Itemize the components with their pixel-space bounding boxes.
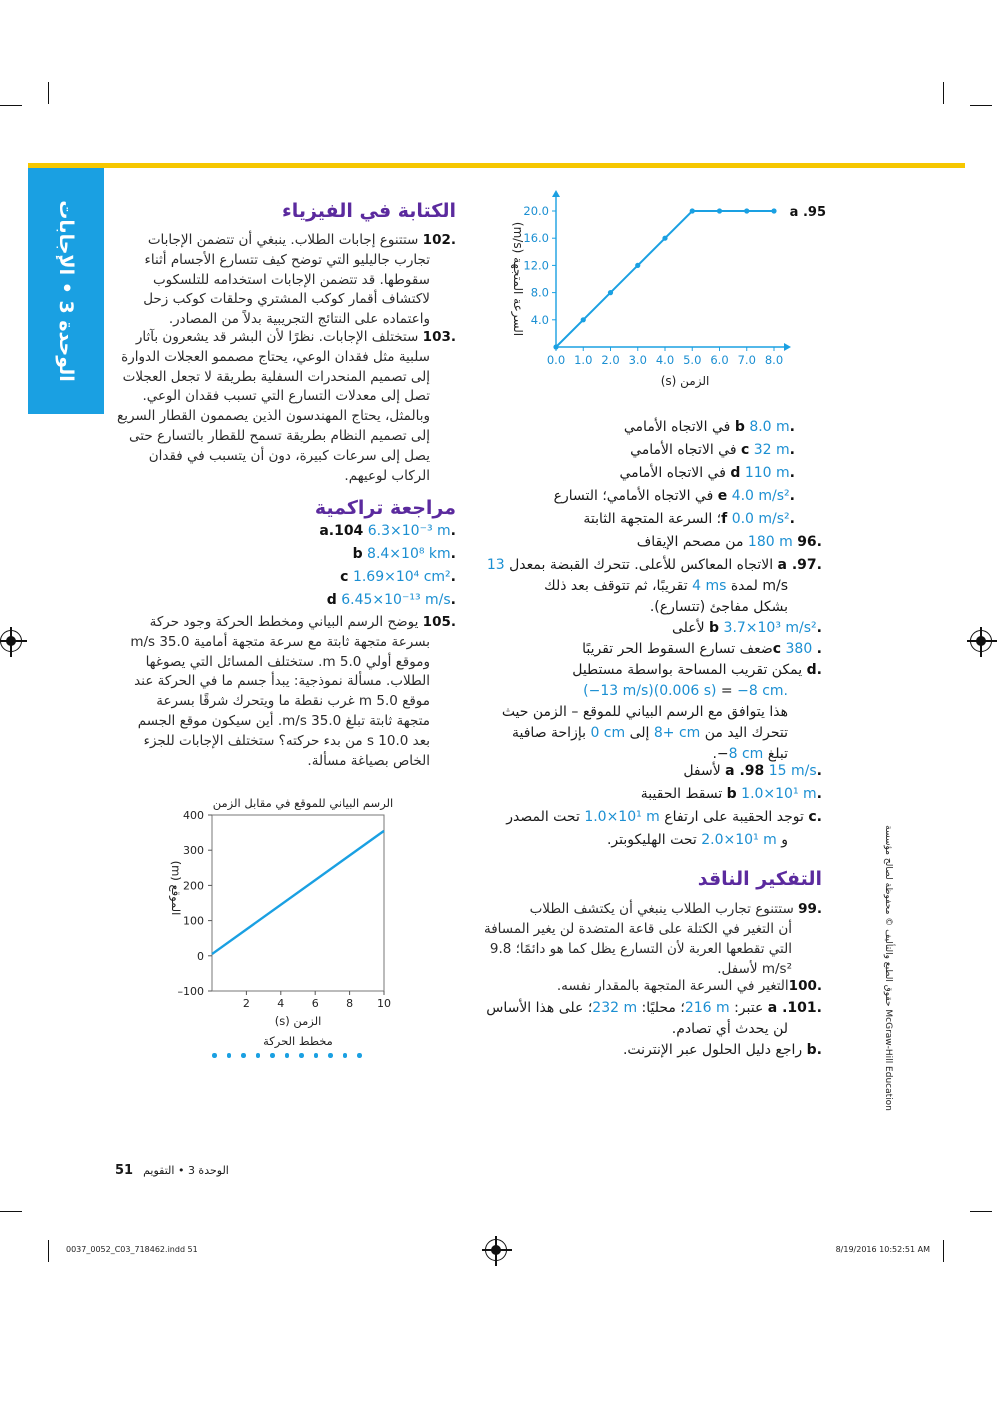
- answer-101: [480, 998, 822, 1061]
- paragraph-line: [110, 271, 456, 291]
- item-label: .c: [741, 442, 795, 458]
- velocity-time-chart: [500, 190, 826, 400]
- crop-mark: [970, 105, 992, 106]
- footer-unit-text: الوحدة 3 • التقويم: [143, 1164, 229, 1177]
- data-point: [581, 317, 586, 322]
- answer-item: [200, 589, 456, 612]
- question-number: .99: [798, 901, 822, 917]
- line-text: 3.7×10³ m/s² لأعلى: [671, 620, 817, 636]
- item-value: 6.3×10⁻³ m: [367, 523, 451, 539]
- line-text: لاكتشاف أقمار كوكب المشتري وحلقات كوكب زحل: [143, 291, 430, 308]
- paragraph-line: [110, 467, 456, 487]
- motion-dot: [227, 1053, 232, 1058]
- paragraph-line: [110, 692, 456, 712]
- y-tick-label: 100: [183, 914, 204, 928]
- item-label: .96: [797, 534, 822, 550]
- line-text: ستتنوع إجابات الطلاب. ينبغي أن تتضمن الإجابات: [147, 232, 419, 248]
- y-tick-label: 8.0: [530, 285, 549, 300]
- question-number: .103: [422, 329, 456, 345]
- answer-line: [480, 783, 822, 806]
- line-text: الركاب لوعيهم.: [344, 467, 430, 484]
- line-text: متجهة ثابتة تبلغ 35.0 m/s. أين سيكون موقع الجسم: [137, 712, 430, 729]
- line-text: بسرعة متجهة ثابتة مع سرعة متجهة أمامية 35.0 m/s: [130, 633, 430, 650]
- answer-line: [480, 760, 822, 783]
- line-text: الطلاب. مسألة نموذجية: يبدأ جسم ما في الحركة عند: [134, 673, 430, 690]
- answer-line: [480, 576, 822, 597]
- line-text: و 2.0×10¹ m تحت الهليكوبتر.: [606, 832, 788, 848]
- paragraph-line: [110, 407, 456, 427]
- question-number: .105: [422, 614, 456, 630]
- x-axis-label: الزمن (s): [660, 374, 710, 388]
- line-text: إلى تصميم النظام بطريقة تسمح للقطار بالتسارع حتى: [129, 427, 430, 444]
- registration-mark-icon: [970, 630, 992, 652]
- line-text: 8.0 m في الاتجاه الأمامي: [623, 419, 790, 435]
- item-label: .e: [717, 488, 795, 504]
- plot-frame: [212, 815, 384, 991]
- chart-title: الرسم البياني للموقع في مقابل الزمن: [212, 796, 394, 810]
- paragraph-line: [110, 752, 456, 772]
- x-tick-label: 2.0: [601, 353, 620, 367]
- line-text: التغير في السرعة المتجهة بالمقدار نفسه.: [556, 978, 789, 994]
- line-text: التي تقطعها العربة لأن التسارع يظل كما هو دائمًا؛ 9.8: [489, 941, 792, 957]
- answer-line: [480, 416, 795, 439]
- data-point: [553, 344, 558, 349]
- registration-mark-icon: [0, 630, 22, 652]
- motion-dot: [270, 1053, 275, 1058]
- line-text: الخاص بصياغة مسألة.: [307, 752, 430, 769]
- motion-diagram-dots: [212, 1053, 362, 1058]
- data-point: [744, 208, 749, 213]
- question-number: .100: [788, 978, 822, 994]
- paragraph-line: [110, 290, 456, 310]
- line-text: عتبر: 216 m؛ محليًا: 232 m؛ على هذا الأساس: [486, 1000, 764, 1016]
- question-label: a .95: [789, 205, 826, 220]
- position-series-line: [212, 831, 384, 954]
- line-text: 180 m من مصحم الإيقاف: [636, 534, 793, 550]
- item-label: .b: [709, 620, 822, 636]
- line-text: موقع 5.0 m غرب نقطة ما ويتحرك شرقًا بسرعة: [156, 693, 430, 710]
- motion-dot: [256, 1053, 261, 1058]
- item-value: 1.69×10⁴ cm²: [352, 569, 451, 585]
- answer-104: [200, 520, 456, 612]
- crop-mark: [970, 1211, 992, 1212]
- item-label: .c: [772, 641, 822, 657]
- line-text: تبلغ 8 cm−.: [712, 746, 788, 762]
- header-rule: [28, 163, 965, 168]
- paragraph-line: [110, 653, 456, 673]
- y-axis-label: الموقع (m): [169, 860, 183, 916]
- paragraph-line: [110, 613, 456, 633]
- line-text: وموقع أولي 5.0 m. ستختلف المسائل التي يصوغها: [145, 653, 430, 670]
- item-label: .a .98: [725, 763, 822, 779]
- answer-line: [480, 597, 822, 618]
- crop-mark: [0, 105, 22, 106]
- line-text: 4.0 m/s² في الاتجاه الأمامي؛ التسارع: [553, 488, 790, 504]
- paragraph-line: [110, 368, 456, 388]
- answer-103: [110, 328, 456, 486]
- answer-line: [480, 702, 822, 723]
- y-tick-label: 16.0: [523, 231, 549, 246]
- line-text: سقوطها. قد تتضمن الإجابات استخدامه للتلسكوب: [152, 271, 430, 288]
- line-text: 32 m في الاتجاه الأمامي: [630, 442, 790, 458]
- cumulative-review-heading: مراجعة تراكمية: [314, 497, 456, 519]
- writing-heading: الكتابة في الفيزياء: [281, 200, 456, 222]
- paragraph-line: [110, 732, 456, 752]
- crop-mark: [943, 1240, 944, 1262]
- print-slug-timestamp: 8/19/2016 10:52:51 AM: [835, 1245, 930, 1254]
- item-label: .c: [340, 569, 456, 585]
- line-text: 110 m في الاتجاه الأمامي: [619, 465, 790, 481]
- answer-line: [480, 508, 795, 531]
- y-tick-label: 12.0: [523, 258, 549, 273]
- answer-line: [480, 681, 822, 702]
- item-label: .d: [806, 662, 822, 678]
- answer-item: [200, 520, 456, 543]
- line-text: 380 ضعف تسارع السقوط الحر تقريبًا: [582, 641, 817, 657]
- y-tick-label: 4.0: [530, 312, 549, 327]
- line-text: تتحرك اليد من 8+ cm إلى 0 cm بإزاحة صافية: [512, 725, 788, 741]
- line-text: ستتنوع تجارب الطلاب ينبغي أن يكتشف الطلاب: [529, 901, 794, 917]
- line-text: الاتجاه المعاكس للأعلى. تتحرك القبضة بمعدل 13: [486, 557, 774, 573]
- x-tick-label: 8: [346, 997, 354, 1010]
- x-tick-label: 6.0: [710, 353, 729, 367]
- x-tick-label: 6: [311, 997, 319, 1010]
- x-tick-label: 3.0: [628, 353, 647, 367]
- crop-mark: [48, 82, 49, 104]
- answer-line: [480, 806, 822, 829]
- item-value: 6.45×10⁻¹³ m/s: [341, 592, 451, 608]
- line-text: يوضح الرسم البياني ومخطط الحركة وجود حركة: [149, 614, 419, 630]
- line-text: لن يحدث أي تصادم.: [671, 1021, 788, 1037]
- line-text: 1.0×10¹ m تسقط الحقيبة: [640, 786, 817, 802]
- answer-line: [480, 618, 822, 639]
- item-label: .d: [730, 465, 795, 481]
- answer-95-parts: [480, 416, 795, 531]
- line-text: وبالمثل، يحتاج المهندسون الذين يصممون القطار السريع: [117, 408, 430, 425]
- line-text: هذا يتوافق مع الرسم البياني للموقع – الزمن حيث: [501, 704, 788, 720]
- data-point: [717, 208, 722, 213]
- y-tick-label: –100: [177, 985, 204, 998]
- motion-dot: [212, 1053, 217, 1058]
- answer-line: [480, 723, 822, 744]
- paragraph-line: [110, 231, 456, 251]
- line-text: يمكن تقريب المساحة بواسطة مستطيل: [572, 662, 803, 678]
- position-time-chart: [150, 790, 410, 1048]
- x-tick-label: 8.0: [764, 353, 784, 367]
- y-tick-label: 200: [183, 879, 204, 893]
- answer-line: [480, 485, 795, 508]
- paragraph-line: [110, 447, 456, 467]
- paragraph-line: [110, 251, 456, 271]
- item-label: .d: [326, 592, 456, 608]
- x-tick-label: 10: [377, 997, 391, 1010]
- answer-line: [480, 462, 795, 485]
- answer-98: [480, 760, 822, 852]
- paragraph-line: [110, 310, 456, 330]
- copyright-vertical: حقوق الطبع والتأليف © محفوظة لصالح مؤسسة McGraw-Hill Education: [883, 825, 893, 1111]
- paragraph-line: [480, 939, 822, 959]
- x-tick-label: 7.0: [737, 353, 756, 367]
- answer-line: [480, 998, 822, 1019]
- x-tick-label: 1.0: [574, 353, 593, 367]
- y-tick-label: 20.0: [523, 204, 549, 218]
- line-text: 15 m/s لأسفل: [683, 763, 817, 779]
- answer-line: [480, 532, 822, 553]
- x-tick-label: 4: [277, 997, 285, 1010]
- data-point: [635, 263, 640, 268]
- motion-dot: [314, 1053, 319, 1058]
- answer-100: [480, 977, 822, 997]
- y-tick-label: 300: [183, 844, 204, 858]
- data-point: [608, 290, 613, 295]
- answer-96: [480, 532, 822, 553]
- answer-item: [200, 543, 456, 566]
- line-text: m/s² لأسفل.: [717, 961, 792, 977]
- item-label: .f: [721, 511, 795, 527]
- x-axis-arrow-icon: [784, 343, 791, 351]
- item-label: .b: [734, 419, 795, 435]
- line-text: راجع دليل الحلول عبر الإنترنت.: [622, 1042, 803, 1058]
- x-tick-label: 0.0: [546, 353, 566, 367]
- answer-line: [480, 555, 822, 576]
- paragraph-line: [480, 899, 822, 919]
- paragraph-line: [110, 387, 456, 407]
- data-point: [690, 208, 695, 213]
- paragraph-line: [480, 959, 822, 979]
- line-text: سلبية مثل فقدان الوعي، يحتاج مصممو العجلات الدوارة: [121, 348, 430, 365]
- y-tick-label: 400: [183, 809, 204, 822]
- crop-mark: [0, 1211, 22, 1212]
- line-text: m/s لمدة 4 ms تقريبًا، ثم تتوقف بعد ذلك: [544, 578, 788, 594]
- paragraph-line: [110, 348, 456, 368]
- line-text: أن التغير في الكتلة على قاعة المتضدة لن يغير المسافة: [483, 921, 792, 937]
- crop-mark: [48, 1240, 49, 1262]
- paragraph-line: [480, 919, 822, 939]
- answer-105: [110, 613, 456, 771]
- line-text: 0.0 m/s²؛ السرعة المتجهة الثابتة: [583, 511, 790, 527]
- motion-dot: [241, 1053, 246, 1058]
- line-text: يصل إلى سرعات كبيرة، دون أن يتسبب في فقدان: [148, 447, 430, 464]
- paragraph-line: [110, 427, 456, 447]
- registration-mark-icon: [485, 1239, 507, 1261]
- x-tick-label: 2: [242, 997, 250, 1010]
- answer-102: [110, 231, 456, 330]
- answer-item: [200, 566, 456, 589]
- question-number: .102: [422, 232, 456, 248]
- print-slug-file: 0037_0052_C03_718462.indd 51: [66, 1245, 198, 1254]
- answer-line: [480, 639, 822, 660]
- line-text: واعتماده على النتائج التجريبية بدلاً من المصادر.: [168, 311, 430, 328]
- item-value: 8.4×10⁸ km: [367, 546, 451, 562]
- line-text: بشكل مفاجئ (تتسارع).: [649, 599, 788, 615]
- data-point: [771, 208, 776, 213]
- paragraph-line: [110, 672, 456, 692]
- data-point: [662, 236, 667, 241]
- item-label: .a .101: [767, 1000, 822, 1016]
- motion-dot: [299, 1053, 304, 1058]
- answer-line: [480, 977, 822, 997]
- line-text: ستختلف الإجابات. نظرًا لأن البشر قد يشعرون بآثار: [135, 329, 419, 345]
- line-text: تجارب جاليليو التي توضح كيف تتسارع الأجسام أثناء: [144, 251, 430, 268]
- paragraph-line: [110, 712, 456, 732]
- answer-line: [480, 1019, 822, 1040]
- x-tick-label: 4.0: [655, 353, 675, 367]
- paragraph-line: [110, 328, 456, 348]
- chart-caption: مخطط الحركة: [263, 1034, 333, 1048]
- answer-line: [480, 1040, 822, 1061]
- answer-line: [480, 439, 795, 462]
- unit-side-tab-label: الوحدة 3 • الإجابات: [55, 200, 77, 382]
- line-text: بعد 10.0 s من بدء حركته؟ ستختلف الإجابات للجزء: [143, 732, 430, 749]
- y-axis-label: السرعة المتجهة (m/s): [511, 221, 525, 337]
- x-axis-label: الزمن (s): [274, 1014, 322, 1028]
- answer-97: [480, 555, 822, 765]
- item-label: .a .97: [777, 557, 822, 573]
- item-label: .c: [808, 809, 822, 825]
- line-text: تصل إلى معدلات التسارع التي تسبب فقدان الوعي.: [142, 388, 430, 405]
- motion-dot: [285, 1053, 290, 1058]
- critical-thinking-heading: التفكير الناقد: [697, 868, 822, 890]
- answer-line: [480, 660, 822, 681]
- y-tick-label: 0: [197, 949, 204, 963]
- line-text: (−13 m/s)(0.006 s) = −8 cm.: [583, 683, 788, 699]
- paragraph-line: [110, 633, 456, 653]
- item-label: .b: [726, 786, 822, 802]
- item-label: .b: [806, 1042, 822, 1058]
- motion-dot: [357, 1053, 362, 1058]
- page-number: 51: [115, 1163, 134, 1178]
- x-tick-label: 5.0: [683, 353, 702, 367]
- motion-dot: [343, 1053, 348, 1058]
- answer-99: [480, 899, 822, 979]
- answer-line: [480, 829, 822, 852]
- line-text: إلى تصميم المنحدرات السفلية بطريقة لا تجعل العجلات: [122, 368, 430, 385]
- motion-dot: [328, 1053, 333, 1058]
- y-axis-arrow-icon: [552, 190, 560, 197]
- item-label: .b: [352, 546, 456, 562]
- page-footer: [115, 1163, 229, 1178]
- item-label: .a.104: [319, 523, 456, 539]
- line-text: توجد الحقيبة على ارتفاع 1.0×10¹ m تحت المصدر: [506, 809, 804, 825]
- velocity-series-line: [556, 211, 774, 347]
- crop-mark: [943, 82, 944, 104]
